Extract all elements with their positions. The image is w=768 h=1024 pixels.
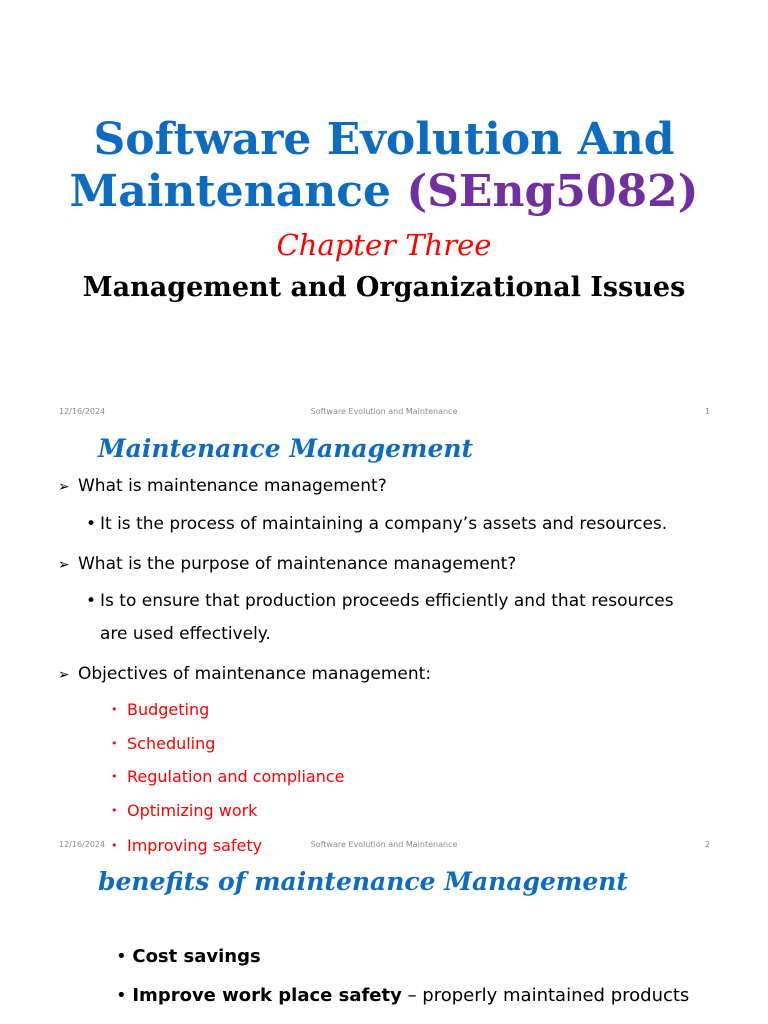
- question-text: Objectives of maintenance management:: [78, 664, 432, 684]
- bullet-dot-icon: •: [116, 985, 127, 1006]
- objective-item: [111, 767, 345, 786]
- bullet-dot-icon: •: [86, 591, 97, 611]
- benefit-description: – properly maintained products: [401, 985, 690, 1006]
- course-code: (SEng5082): [406, 166, 699, 217]
- objective-text: Improving safety: [127, 836, 263, 855]
- question-text: What is the purpose of maintenance management?: [78, 554, 517, 574]
- bullet-question-3: [58, 664, 431, 684]
- footer-date: 12/16/2024: [59, 840, 106, 849]
- objective-text: Budgeting: [127, 700, 210, 719]
- bullet-dot-icon: •: [111, 703, 118, 716]
- answer-text-continued: are used effectively.: [100, 624, 271, 644]
- slide-heading-maintenance-management: Maintenance Management: [98, 434, 474, 463]
- slide-title: [0, 114, 768, 218]
- objective-text: Regulation and compliance: [127, 767, 345, 786]
- title-main: Maintenance: [69, 166, 407, 217]
- benefit-item: [116, 985, 689, 1006]
- title-slide: [0, 0, 768, 433]
- answer-text: It is the process of maintaining a company’s assets and resources.: [100, 514, 668, 534]
- bullet-dot-icon: •: [116, 946, 127, 967]
- title-line-2: [0, 166, 768, 218]
- bullet-answer-2: [86, 585, 746, 651]
- footer-page-number: 2: [704, 840, 710, 849]
- bullet-dot-icon: •: [111, 770, 118, 783]
- bullet-dot-icon: •: [86, 514, 97, 534]
- footer-page-number: 1: [704, 407, 710, 416]
- objective-item: [111, 734, 215, 753]
- benefit-item: [116, 946, 261, 967]
- objective-item: [111, 801, 257, 820]
- arrow-bullet-icon: ➢: [58, 667, 70, 683]
- objective-text: Optimizing work: [127, 801, 258, 820]
- bullet-question-2: [58, 554, 516, 574]
- benefit-title: Cost savings: [132, 946, 261, 967]
- objective-item: [111, 700, 209, 719]
- bullet-dot-icon: •: [111, 839, 118, 852]
- bullet-dot-icon: •: [111, 737, 118, 750]
- slide-heading-benefits: benefits of maintenance Management: [98, 867, 628, 896]
- title-line-1: Software Evolution And: [93, 114, 675, 165]
- bullet-answer-1: [86, 508, 746, 541]
- slide-subtitle: Management and Organizational Issues: [82, 272, 686, 303]
- footer-title: Software Evolution and Maintenance: [310, 840, 458, 849]
- objective-text: Scheduling: [127, 734, 216, 753]
- chapter-label: Chapter Three: [276, 228, 492, 262]
- benefit-title: Improve work place safety: [132, 985, 402, 1006]
- footer-date: 12/16/2024: [59, 407, 106, 416]
- arrow-bullet-icon: ➢: [58, 557, 70, 573]
- question-text: What is maintenance management?: [78, 476, 387, 496]
- bullet-question-1: [58, 476, 387, 496]
- footer-title: Software Evolution and Maintenance: [310, 407, 458, 416]
- answer-text: Is to ensure that production proceeds efficiently and that resources: [100, 591, 674, 611]
- bullet-dot-icon: •: [111, 804, 118, 817]
- arrow-bullet-icon: ➢: [58, 479, 70, 495]
